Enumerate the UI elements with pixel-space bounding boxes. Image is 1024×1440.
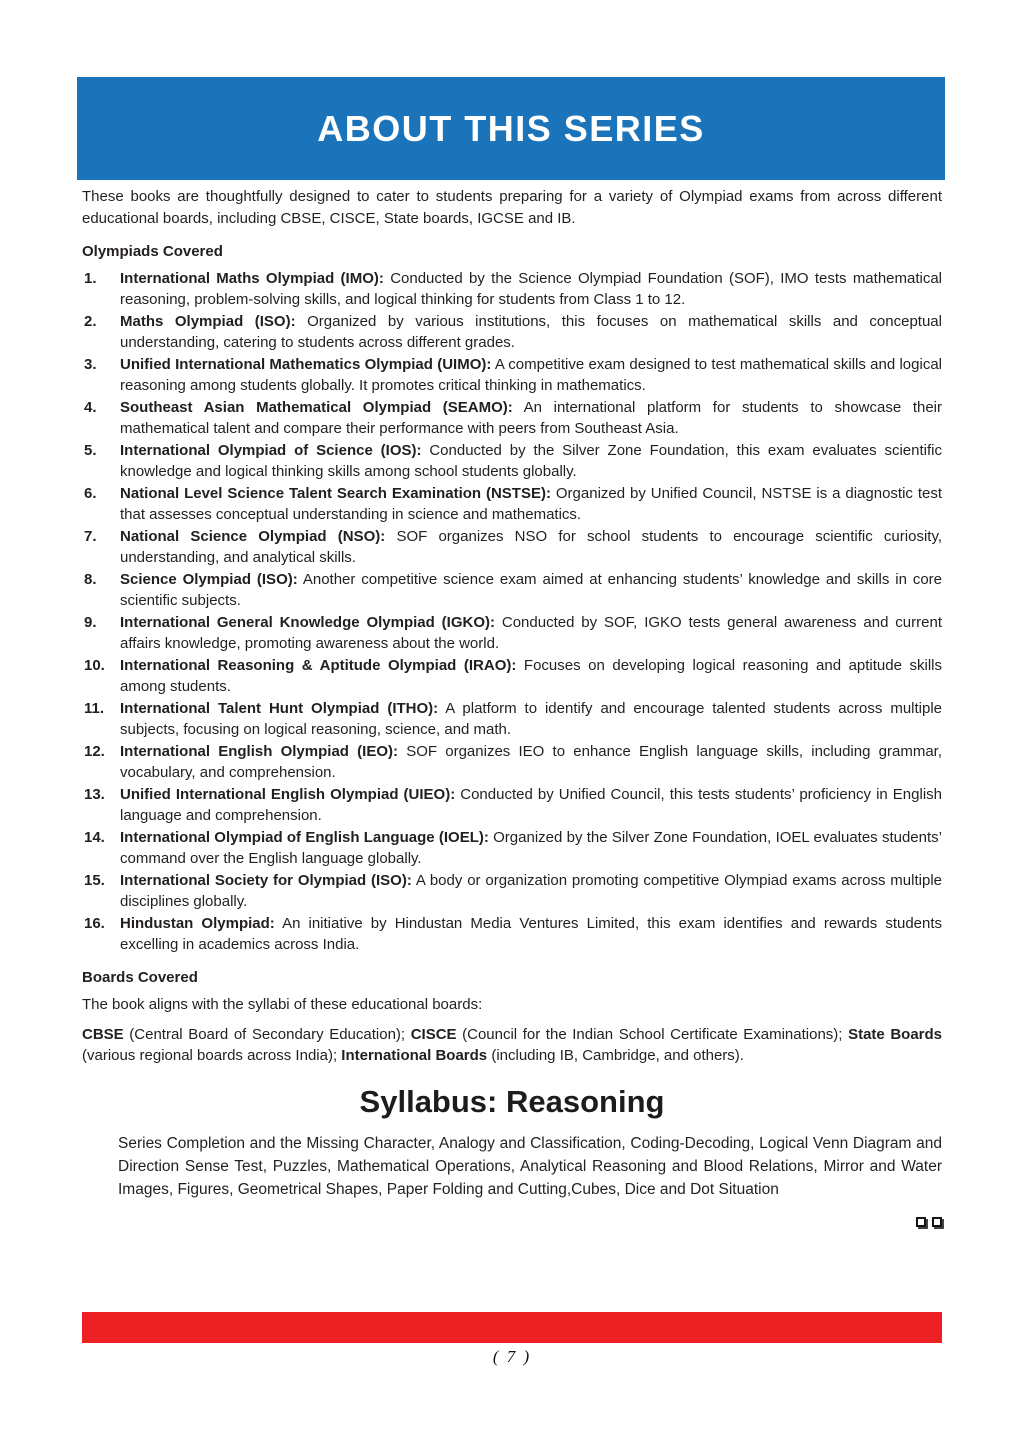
olympiad-number: 10. bbox=[84, 657, 105, 674]
olympiad-description: A body or organization promoting competitive Olympiad exams across multiple disciplines globally. bbox=[120, 872, 942, 910]
syllabus-title: Syllabus: Reasoning bbox=[359, 1083, 665, 1119]
olympiad-item bbox=[82, 526, 942, 568]
olympiad-item bbox=[82, 741, 942, 783]
olympiad-description: An international platform for students to showcase their mathematical talent and compare their performance with peers from Southeast Asia. bbox=[120, 399, 943, 437]
page-number: ( 7 ) bbox=[492, 1347, 532, 1366]
footer-bar bbox=[82, 1312, 942, 1343]
olympiad-list bbox=[82, 268, 942, 955]
olympiad-number: 8. bbox=[84, 571, 97, 588]
intro-paragraph: These books are thoughtfully designed to cater to students preparing for a variety of Olympiad exams from across different educational boards, including CBSE, CISCE, State boards, IGCSE and IB. bbox=[82, 188, 942, 227]
olympiad-description: Conducted by Unified Council, this tests students’ proficiency in English language and comprehension. bbox=[120, 786, 943, 824]
olympiad-number: 7. bbox=[84, 528, 97, 545]
olympiad-description: Organized by Unified Council, NSTSE is a diagnostic test that assesses conceptual understanding in science and mathematics. bbox=[120, 485, 943, 523]
olympiad-number: 1. bbox=[84, 270, 97, 287]
olympiad-name: International English Olympiad (IEO): bbox=[120, 743, 398, 760]
olympiad-number: 4. bbox=[84, 399, 97, 416]
olympiad-item bbox=[82, 268, 942, 310]
olympiad-description: A competitive exam designed to test mathematical skills and logical reasoning among students globally. It promotes critical thinking in mathematics. bbox=[120, 356, 943, 394]
olympiad-item bbox=[82, 784, 942, 826]
olympiad-item bbox=[82, 698, 942, 740]
olympiad-description: Conducted by the Silver Zone Foundation, this exam evaluates scientific knowledge and logical thinking skills among school students globally. bbox=[120, 442, 942, 480]
olympiads-heading: Olympiads Covered bbox=[82, 243, 223, 260]
banner-title: ABOUT THIS SERIES bbox=[317, 107, 705, 149]
olympiad-number: 2. bbox=[84, 313, 97, 330]
olympiad-number: 12. bbox=[84, 743, 105, 760]
olympiad-description: Conducted by the Science Olympiad Foundation (SOF), IMO tests mathematical reasoning, problem-solving skills, and logical thinking for students from Class 1 to 12. bbox=[120, 270, 943, 308]
olympiad-item bbox=[82, 655, 942, 697]
olympiad-description: An initiative by Hindustan Media Ventures Limited, this exam identifies and rewards students excelling in academics across India. bbox=[120, 915, 943, 953]
olympiad-item bbox=[82, 913, 942, 955]
olympiad-description: SOF organizes NSO for school students to encourage scientific curiosity, understanding, and analytical skills. bbox=[120, 528, 943, 566]
olympiad-item bbox=[82, 397, 942, 439]
olympiad-name: Maths Olympiad (ISO): bbox=[120, 313, 296, 330]
olympiad-number: 3. bbox=[84, 356, 97, 373]
section-end-markers bbox=[82, 1216, 942, 1234]
olympiad-number: 16. bbox=[84, 915, 105, 932]
olympiad-description: Another competitive science exam aimed at enhancing students’ knowledge and skills in core scientific subjects. bbox=[120, 571, 943, 609]
olympiad-item bbox=[82, 354, 942, 396]
olympiad-item bbox=[82, 483, 942, 525]
olympiad-name: Southeast Asian Mathematical Olympiad (SEAMO): bbox=[120, 399, 513, 416]
olympiad-name: International Maths Olympiad (IMO): bbox=[120, 270, 384, 287]
olympiad-item bbox=[82, 569, 942, 611]
olympiad-description: Conducted by SOF, IGKO tests general awareness and current affairs knowledge, promoting awareness about the world. bbox=[120, 614, 942, 652]
olympiad-name: International Olympiad of English Language (IOEL): bbox=[120, 829, 489, 846]
olympiad-description: Organized by various institutions, this focuses on mathematical skills and conceptual understanding, catering to students across different grades. bbox=[120, 313, 942, 351]
olympiad-name: International Olympiad of Science (IOS): bbox=[120, 442, 422, 459]
olympiad-number: 6. bbox=[84, 485, 97, 502]
olympiad-item bbox=[82, 311, 942, 353]
olympiad-name: International Reasoning & Aptitude Olympiad (IRAO): bbox=[120, 657, 517, 674]
boards-detail: CBSE (Central Board of Secondary Education); CISCE (Council for the Indian School Certificate Examinations); State Boards (various regional boards across India); International Boards (including IB, Cambridge, and others). bbox=[82, 1025, 943, 1064]
olympiad-number: 9. bbox=[84, 614, 97, 631]
olympiad-number: 11. bbox=[84, 700, 105, 717]
olympiad-item bbox=[82, 440, 942, 482]
olympiad-name: Unified International English Olympiad (UIEO): bbox=[120, 786, 456, 803]
olympiad-name: National Science Olympiad (NSO): bbox=[120, 528, 386, 545]
olympiad-name: Hindustan Olympiad: bbox=[120, 915, 275, 932]
olympiad-description: Focuses on developing logical reasoning and aptitude skills among students. bbox=[120, 657, 943, 695]
page-content bbox=[82, 186, 942, 1234]
olympiad-item bbox=[82, 827, 942, 869]
olympiad-item bbox=[82, 870, 942, 912]
olympiad-item bbox=[82, 612, 942, 654]
olympiad-name: International Talent Hunt Olympiad (ITHO): bbox=[120, 700, 439, 717]
olympiad-name: International Society for Olympiad (ISO): bbox=[120, 872, 412, 889]
series-banner bbox=[77, 77, 945, 180]
olympiad-number: 14. bbox=[84, 829, 105, 846]
olympiad-name: Science Olympiad (ISO): bbox=[120, 571, 298, 588]
olympiad-description: A platform to identify and encourage talented students across multiple subjects, focusing on logical reasoning, science, and math. bbox=[120, 700, 943, 738]
olympiad-name: Unified International Mathematics Olympiad (UIMO): bbox=[120, 356, 492, 373]
olympiad-number: 5. bbox=[84, 442, 97, 459]
olympiad-number: 13. bbox=[84, 786, 105, 803]
boards-heading: Boards Covered bbox=[82, 969, 198, 986]
shadowed-square-icon bbox=[916, 1217, 926, 1227]
olympiad-description: Organized by the Silver Zone Foundation, IOEL evaluates students’ command over the English language globally. bbox=[120, 829, 942, 867]
syllabus-paragraph: Series Completion and the Missing Character, Analogy and Classification, Coding-Decoding, Logical Venn Diagram and Direction Sense Test, Puzzles, Mathematical Operations, Analytical Reasoning and Blood Relations, Mirror and Water Images, Figures, Geometrical Shapes, Paper Folding and Cutting,Cubes, Dice and Dot Situation bbox=[118, 1134, 942, 1198]
olympiad-description: SOF organizes IEO to enhance English language skills, including grammar, vocabulary, and comprehension. bbox=[120, 743, 943, 781]
olympiad-name: National Level Science Talent Search Examination (NSTSE): bbox=[120, 485, 551, 502]
olympiad-number: 15. bbox=[84, 872, 105, 889]
boards-intro: The book aligns with the syllabi of these educational boards: bbox=[82, 996, 483, 1013]
shadowed-square-icon bbox=[932, 1217, 942, 1227]
olympiad-name: International General Knowledge Olympiad (IGKO): bbox=[120, 614, 495, 631]
